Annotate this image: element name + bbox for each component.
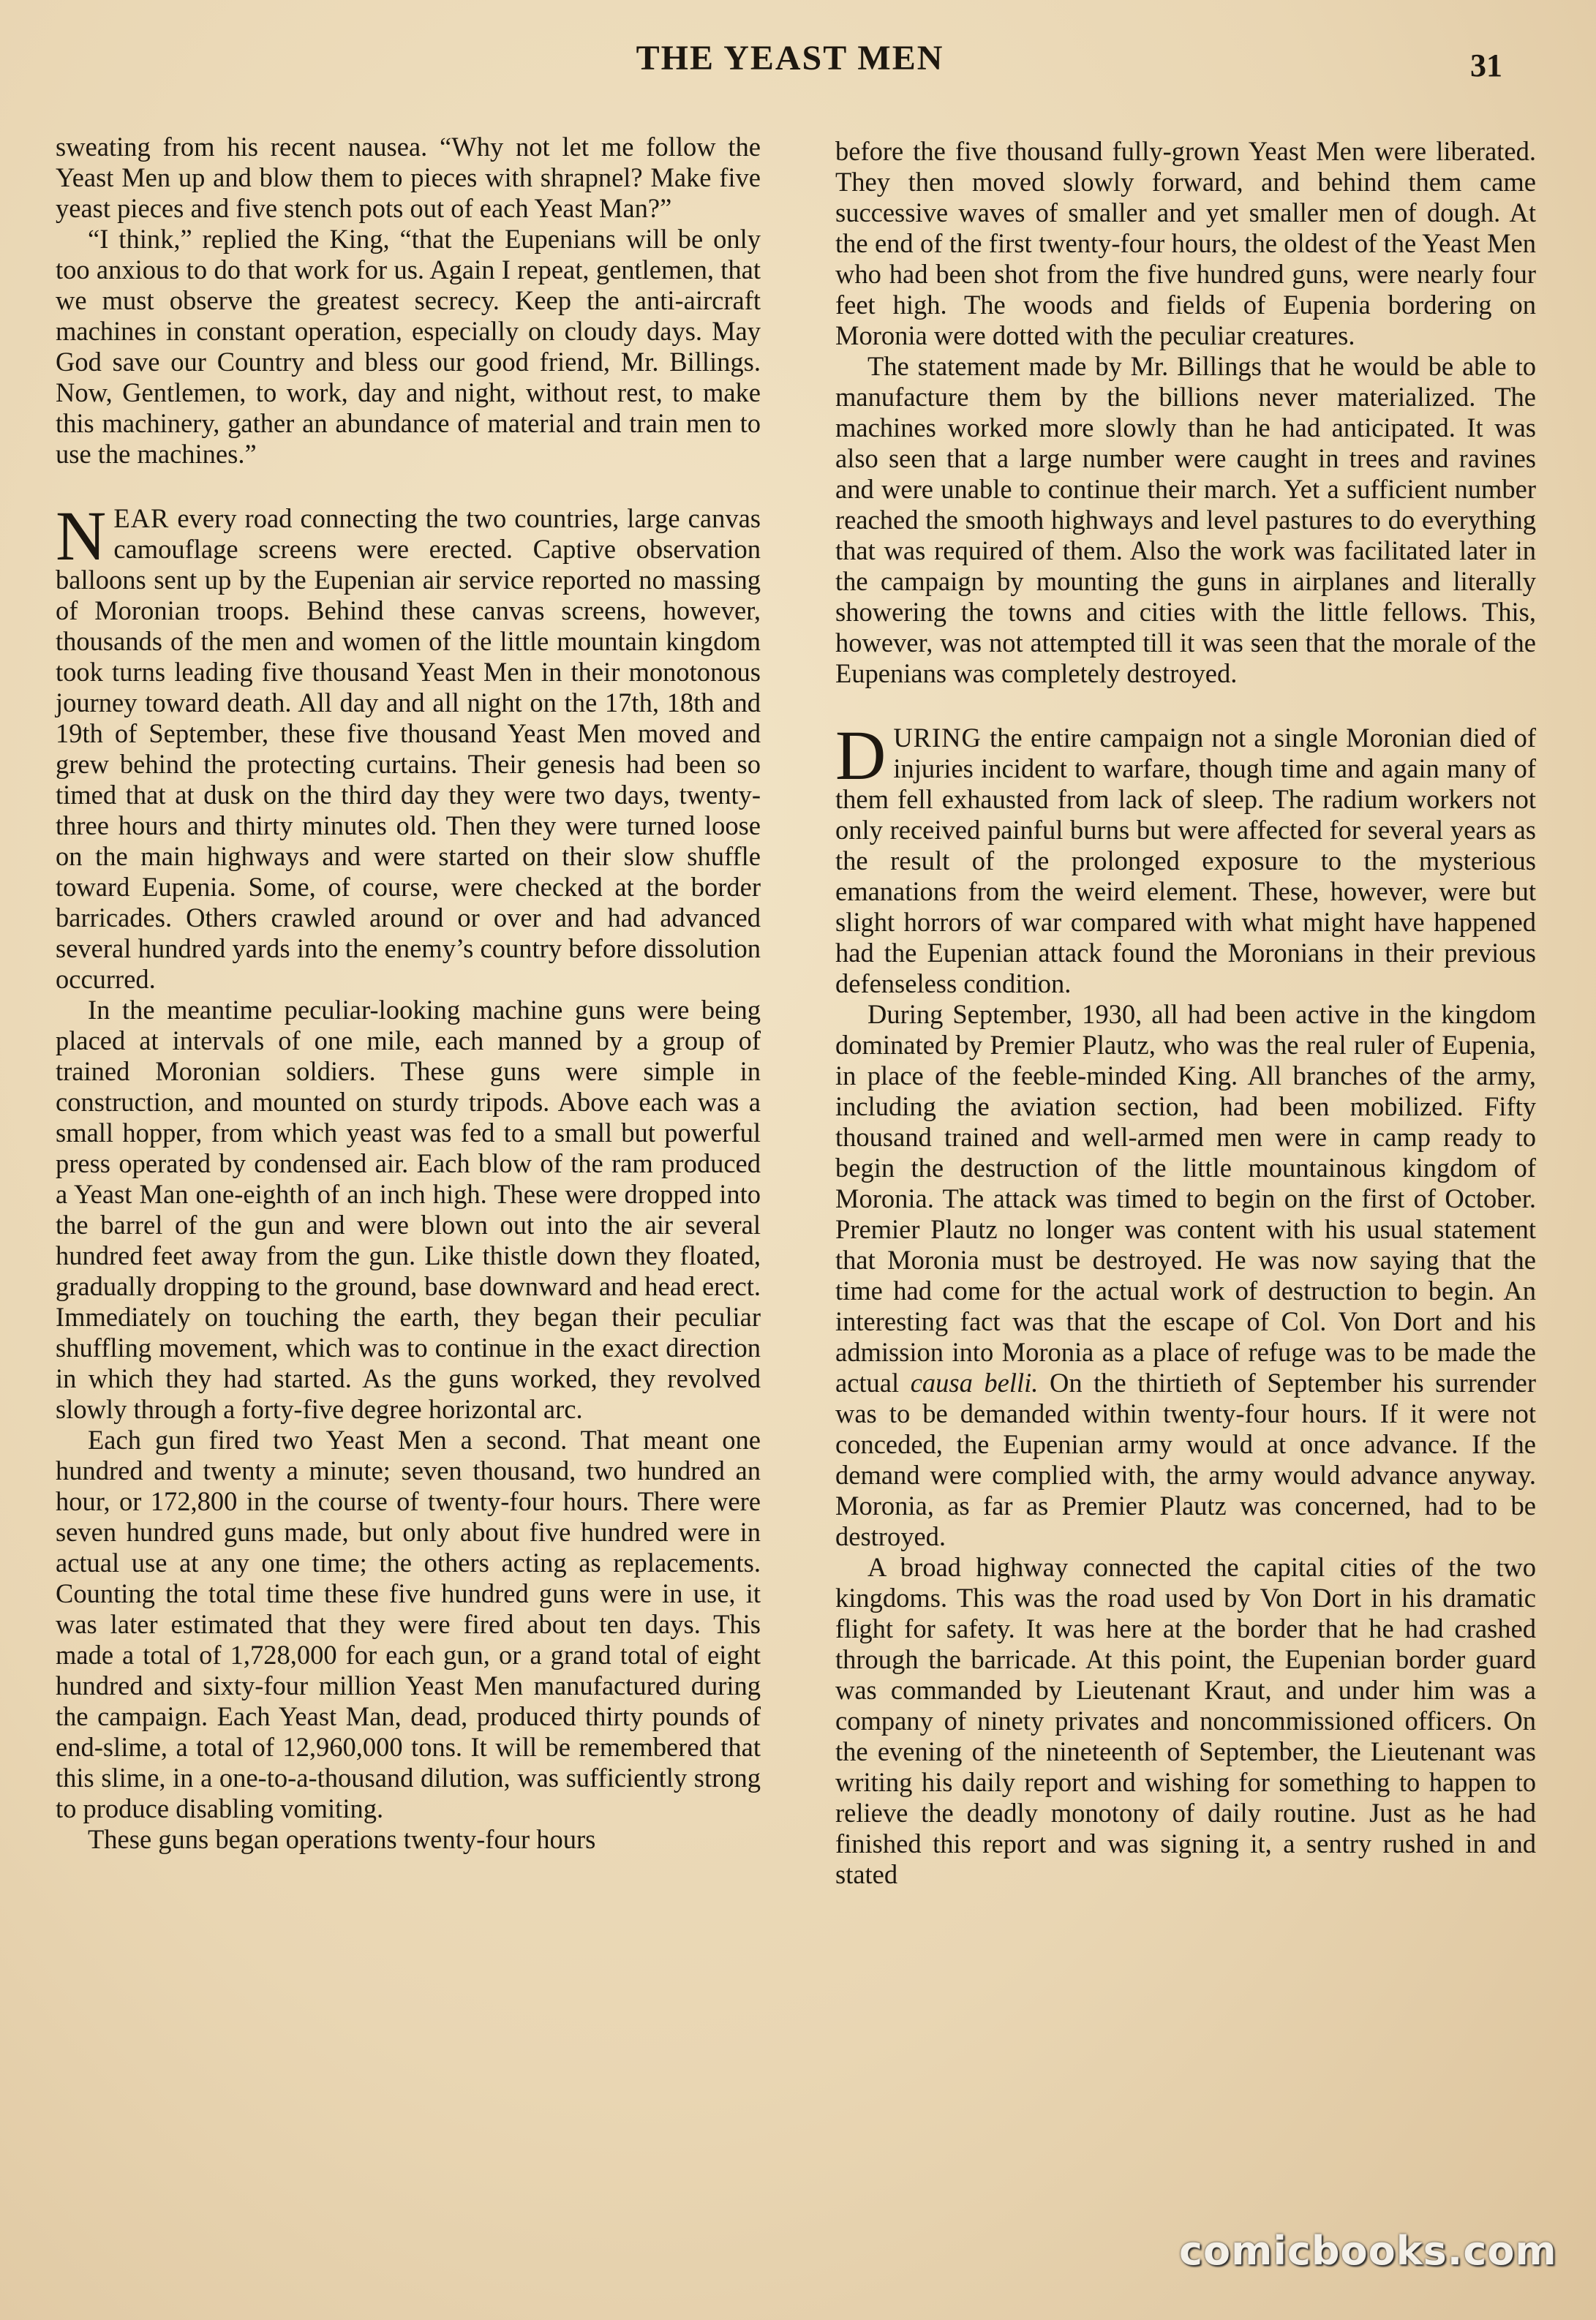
page-number: 31 [1470,48,1502,83]
section-paragraph [835,716,1536,999]
paragraph: “I think,” replied the King, “that the Eupenians will be only too anxious to do that work for us. Again I repeat, gentlemen, that we must observe the greatest secrecy. Keep the anti-aircraft machines in constant operation, especially on cloudy days. May God save our Country and bless our good friend, Mr. Billings. Now, Gentlemen, to work, day and night, without rest, to make this machinery, gather an abundance of material and train men to use the machines.” [56,224,761,469]
page-header [0,38,1596,89]
left-column [56,132,761,1855]
watermark-logo: comicbooks.com [1179,2228,1557,2274]
paragraph: In the meantime peculiar-looking machine guns were being placed at intervals of one mile, each manned by a group of trained Moronian soldiers. These guns were simple in construction, and mounted on sturdy tripods. Above each was a small hopper, from which yeast was fed to a small but powerful press operated by condensed air. Each blow of the ram produced a Yeast Man one-eighth of an inch high. These were dropped into the barrel of the gun and were blown out into the air several hundred feet away from the gun. Like thistle down they floated, gradually dropping to the ground, base downward and head erect. Immediately on touching the earth, they began their peculiar shuffling movement, which was to continue in the exact direction in which they had started. As the guns worked, they revolved slowly through a forty-five degree horizontal arc. [56,995,761,1424]
paragraph-text: the entire campaign not a single Moronian died of injuries incident to warfare, though time and again many of them fell exhausted from lack of sleep. The radium workers not only received painful burns but were affected for several years as the result of the prolonged exposure to the mysterious emanations from the weird element. These, however, were but slight horrors of war compared with what might have happened had the Eupenian attack found the Moronians in their previous defenseless condition. [835,723,1536,998]
drop-cap: N [56,497,107,575]
paragraph [835,999,1536,1552]
right-column [835,136,1536,1890]
paragraph: before the five thousand fully-grown Yeast Men were liberated. They then moved slowly forward, and behind them came successive waves of smaller and yet smaller men of dough. At the end of the first twenty-four hours, the oldest of the Yeast Men who had been shot from the five hundred guns, were nearly four feet high. The woods and fields of Eupenia bordering on Moronia were dotted with the peculiar creatures. [835,136,1536,350]
paragraph: Each gun fired two Yeast Men a second. That meant one hundred and twenty a minute; seven thousand, two hundred an hour, or 172,800 in the course of twenty-four hours. There were seven hundred guns made, but only about five hundred were in actual use at any one time; the others acting as replacements. Counting the total time these five hundred guns were in use, it was later estimated that they were fired about ten days. This made a total of 1,728,000 for each gun, or a grand total of eight hundred and sixty-four million Yeast Men manufactured during the campaign. Each Yeast Man, dead, produced thirty pounds of end-slime, a total of 12,960,000 tons. It will be remembered that this slime, in a one-to-a-thousand dilution, was sufficiently strong to produce disabling vomiting. [56,1425,761,1823]
italic-phrase: causa belli. [910,1368,1039,1398]
paragraph: A broad highway connected the capital cities of the two kingdoms. This was the road used by Von Dort in his dramatic flight for safety. It was here at the border that he had crashed through the barricade. At this point, the Eupenian border guard was commanded by Lieutenant Kraut, and under him was a company of ninety privates and noncommissioned officers. On the evening of the nineteenth of September, the Lieutenant was writing his daily report and wishing for something to happen to relieve the deadly monotony of daily routine. Just as he had finished this report and was signing it, a sentry rushed in and stated [835,1552,1536,1889]
lead-word: EAR [113,503,170,533]
paragraph: The statement made by Mr. Billings that he would be able to manufacture them by the billions never materialized. The machines worked more slowly than he had anticipated. It was also seen that a large number were caught in trees and ravines and were unable to continue their march. Yet a sufficient number reached the smooth highways and level pastures to do everything that was required of them. Also the work was facilitated later in the campaign by mounting the guns in airplanes and literally showering the towns and cities with the little fellows. This, however, was not attempted till it was seen that the morale of the Eupenians was completely destroyed. [835,351,1536,688]
paragraph-text: During September, 1930, all had been active in the kingdom dominated by Premier Plautz, who was the real ruler of Eupenia, in place of the feeble-minded King. All branches of the army, including the aviation section, had been mobilized. Fifty thousand trained and well-armed men were in camp ready to begin the destruction of the little mountainous kingdom of Moronia. The attack was timed to begin on the first of October. Premier Plautz no longer was content with his usual statement that Moronia must be destroyed. He was now saying that the time had come for the actual work of destruction to begin. An interesting fact was that the escape of Col. Von Dort and his admission into Moronia as a place of refuge was to be made the actual [835,999,1536,1398]
paragraph: sweating from his recent nausea. “Why not let me follow the Yeast Men up and blow them to pieces with shrapnel? Make five yeast pieces and five stench pots out of each Yeast Man?” [56,132,761,223]
running-title: THE YEAST MEN [636,39,944,78]
paragraph-text: On the thirtieth of September his surrender was to be demanded within twenty-four hours. If it were not conceded, the Eupenian army would at once advance. If the demand were complied with, the army would advance anyway. Moronia, as far as Premier Plautz was concerned, had to be destroyed. [835,1368,1537,1551]
section-paragraph [56,497,761,995]
drop-cap: D [835,716,887,794]
lead-word: URING [893,723,982,753]
paragraph-text: every road connecting the two countries, large canvas camouflage screens were erected. Captive observation balloons sent up by the Eupenian air service reported no massing of Moronian troops. Behind these canvas screens, however, thousands of the men and women of the little mountain kingdom took turns leading five thousand Yeast Men in their monotonous journey toward death. All day and all night on the 17th, 18th and 19th of September, these five thousand Yeast Men moved and grew behind the protecting curtains. Their genesis had been so timed that at dusk on the third day they were two days, twenty-three hours and thirty minutes old. Then they were turned loose on the main highways and were started on their slow shuffle toward Eupenia. Some, of course, were checked at the border barricades. Others crawled around or over and had advanced several hundred yards into the enemy’s country before dissolution occurred. [56,503,761,994]
paragraph: These guns began operations twenty-four hours [88,1824,596,1854]
